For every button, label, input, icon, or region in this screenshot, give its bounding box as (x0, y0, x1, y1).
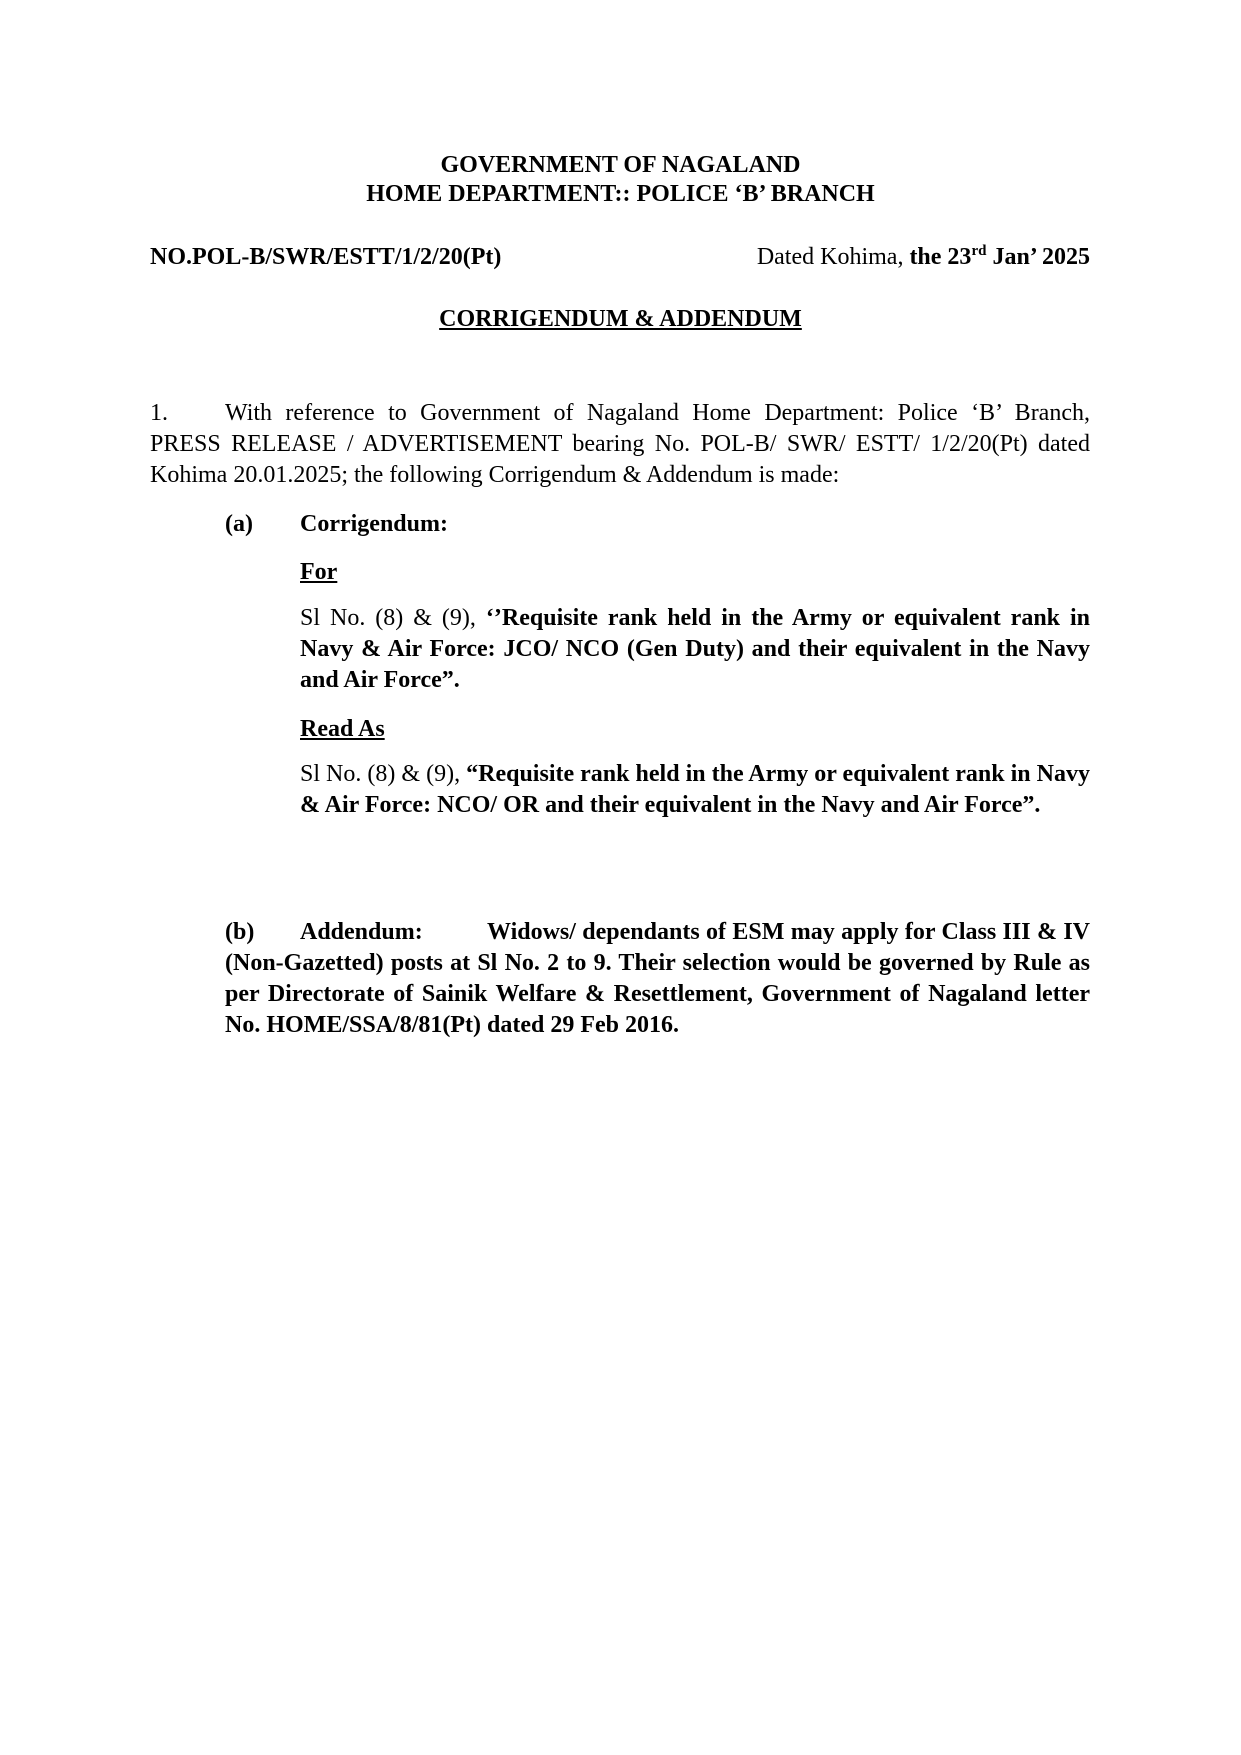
corrigendum-heading-row (225, 509, 1090, 540)
read-as-text (300, 759, 1090, 821)
reference-number: NO.POL-B/SWR/ESTT/1/2/20(Pt) (150, 244, 502, 270)
read-prefix: Sl No. (8) & (9), (300, 761, 461, 787)
paragraph-1-number: 1. (150, 400, 168, 426)
addendum-heading: Addendum: (300, 919, 423, 945)
paragraph-1-text: With reference to Government of Nagaland Home Department: Police ‘B’ Branch, PRESS RELEASE / ADVERTISEMENT bearing No. POL-B/ SWR/ ESTT/ 1/2/20(Pt) dated Kohima 20.01.2025; the following Corrigendum & Addendum is made: (150, 400, 1090, 488)
read-as-heading: Read As (300, 716, 385, 742)
dated-ordinal: rd (971, 243, 987, 259)
for-quote: ‘’Requisite rank held in the Army or equivalent rank in Navy & Air Force: JCO/ NCO (Gen Duty) and their equivalent in the Navy and Air Force”. (300, 605, 1091, 693)
reference-line (150, 241, 1090, 273)
for-prefix: Sl No. (8) & (9), (300, 605, 476, 631)
document-title: CORRIGENDUM & ADDENDUM (439, 306, 802, 332)
corrigendum-label: (a) (225, 511, 253, 537)
addendum-text: Widows/ dependants of ESM may apply for Class III & IV (Non-Gazetted) posts at Sl No. 2 to 9. Their selection would be governed by Rule as per Directorate of Sainik Welfare & Resettlement, Government of Nagaland letter No. HOME/SSA/8/81(Pt) dated 29 Feb 2016. (225, 919, 1090, 1038)
dated-prefix: Dated Kohima, (756, 244, 904, 270)
header-department: HOME DEPARTMENT:: POLICE ‘B’ BRANCH (366, 181, 875, 207)
addendum-label: (b) (225, 919, 255, 945)
reference-date (757, 241, 1090, 273)
for-text (300, 603, 1090, 696)
paragraph-1 (150, 398, 1090, 491)
header-government: GOVERNMENT OF NAGALAND (440, 152, 801, 178)
addendum-paragraph (225, 917, 1090, 1041)
dated-day: the 23 (909, 244, 972, 270)
corrigendum-heading: Corrigendum: (300, 511, 448, 537)
read-quote: “Requisite rank held in the Army or equivalent rank in Navy & Air Force: NCO/ OR and their equivalent in the Navy and Air Force”. (300, 761, 1090, 818)
dated-month-year: Jan’ 2025 (992, 244, 1090, 270)
for-heading: For (300, 559, 338, 585)
